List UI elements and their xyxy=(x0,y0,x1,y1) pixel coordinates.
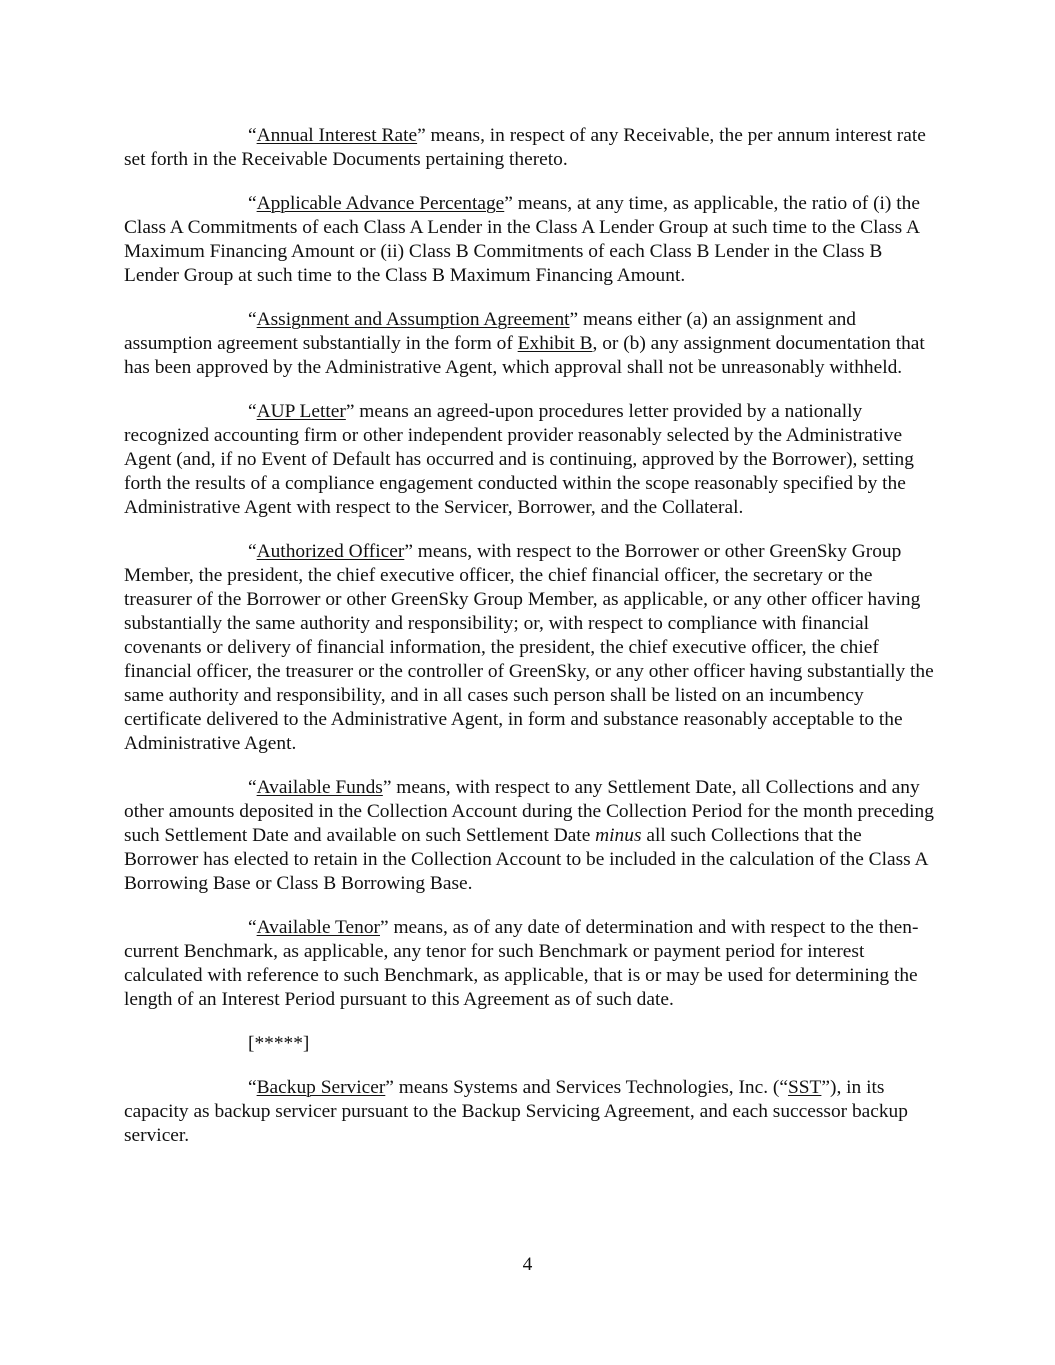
page-number: 4 xyxy=(522,1254,533,1275)
exhibit-reference: Exhibit B xyxy=(517,333,593,354)
definition-text: ” means, in respect of any Receivable, the per annum interest rate set forth in the Receivable Documents pertaining thereto. xyxy=(124,125,926,170)
abbreviation-term: SST xyxy=(787,1077,822,1098)
definition-text: , or (b) any assignment documentation that has been approved by the Administrative Agent, which approval shall not be unreasonably withheld. xyxy=(124,333,925,378)
defined-term: Available Tenor xyxy=(256,917,380,938)
definition-text: ” means an agreed-upon procedures letter provided by a nationally recognized accounting firm or other independent provider reasonably selected by the Administrative Agent (and, if no Event of Default has occurred and is continuing, approved by the Borrower), setting forth the results of a compliance engagement conducted within the scope reasonably specified by the Administrative Agent with respect to the Servicer, Borrower, and the Collateral. xyxy=(124,401,914,518)
defined-term: AUP Letter xyxy=(256,401,346,422)
defined-term: Available Funds xyxy=(256,777,383,798)
italic-word: minus xyxy=(595,825,642,846)
definition-text: ” means, at any time, as applicable, the ratio of (i) the Class A Commitments of each Class A Lender in the Class A Lender Group at such time to the Class A Maximum Financing Amount or (ii) Class B Commitments of each Class B Lender in the Class B Lender Group at such time to the Class B Maximum Financing Amount. xyxy=(124,193,920,286)
definition-text: ” means, with respect to the Borrower or other GreenSky Group Member, the president, the chief executive officer, the chief financial officer, the secretary or the treasurer of the Borrower or other GreenSky Group Member, as applicable, or any other officer having substantially the same authority and responsibility; or, with respect to compliance with financial covenants or delivery of financial information, the president, the chief executive officer, the chief financial officer, the treasurer or the controller of GreenSky, or any other officer having substantially the same authority and responsibility, and in all cases such person shall be listed on an incumbency certificate delivered to the Administrative Agent, in form and substance reasonably acceptable to the Administrative Agent. xyxy=(124,541,934,754)
definition-authorized-officer: “Authorized Officer” means, with respect to the Borrower or other GreenSky Group Member, the president, the chief executive officer, the chief financial officer, the secretary or the treasurer of the Borrower or other GreenSky Group Member, as applicable, or any other officer having substantially the same authority and responsibility; or, with respect to compliance with financial covenants or delivery of financial information, the president, the chief executive officer, the chief financial officer, the treasurer or the controller of GreenSky, or any other officer having substantially the same authority and responsibility, and in all cases such person shall be listed on an incumbency certificate delivered to the Administrative Agent, in form and substance reasonably acceptable to the Administrative Agent. xyxy=(124,541,934,754)
definition-available-funds: “Available Funds” means, with respect to any Settlement Date, all Collections and any other amounts deposited in the Collection Account during the Collection Period for the month preceding such Settlement Date and available on such Settlement Date minus all such Collections that the Borrower has elected to retain in the Collection Account to be included in the calculation of the Class A Borrowing Base or Class B Borrowing Base. xyxy=(124,777,934,894)
definition-text: ” means, with respect to any Settlement Date, all Collections and any other amounts deposited in the Collection Account during the Collection Period for the month preceding such Settlement Date and available on such Settlement Date xyxy=(124,777,934,846)
definition-text: ” means Systems and Services Technologies, Inc. (“ xyxy=(385,1077,788,1098)
definition-assignment-and-assumption-agreement: “Assignment and Assumption Agreement” means either (a) an assignment and assumption agreement substantially in the form of Exhibit B, or (b) any assignment documentation that has been approved by the Administrative Agent, which approval shall not be unreasonably withheld. xyxy=(124,309,925,378)
definition-backup-servicer: “Backup Servicer” means Systems and Services Technologies, Inc. (“SST”), in its capacity as backup servicer pursuant to the Backup Servicing Agreement, and each successor backup servicer. xyxy=(124,1077,908,1146)
definition-annual-interest-rate: “Annual Interest Rate” means, in respect of any Receivable, the per annum interest rate set forth in the Receivable Documents pertaining thereto. xyxy=(124,125,926,170)
definition-available-tenor: “Available Tenor” means, as of any date of determination and with respect to the then-current Benchmark, as applicable, any tenor for such Benchmark or payment period for interest calculated with reference to such Benchmark, as applicable, that is or may be used for determining the length of an Interest Period pursuant to this Agreement as of such date. xyxy=(124,917,919,1010)
redacted-placeholder: [*****] xyxy=(248,1033,310,1054)
defined-term: Backup Servicer xyxy=(256,1077,386,1098)
document-page xyxy=(124,124,934,1168)
defined-term: Applicable Advance Percentage xyxy=(256,193,505,214)
definition-aup-letter: “AUP Letter” means an agreed-upon procedures letter provided by a nationally recognized accounting firm or other independent provider reasonably selected by the Administrative Agent (and, if no Event of Default has occurred and is continuing, approved by the Borrower), setting forth the results of a compliance engagement conducted within the scope reasonably specified by the Administrative Agent with respect to the Servicer, Borrower, and the Collateral. xyxy=(124,401,914,518)
defined-term: Assignment and Assumption Agreement xyxy=(256,309,570,330)
definition-text: all such Collections that the Borrower has elected to retain in the Collection Account to be included in the calculation of the Class A Borrowing Base or Class B Borrowing Base. xyxy=(124,825,928,894)
defined-term: Authorized Officer xyxy=(256,541,405,562)
definition-text: ”), in its capacity as backup servicer pursuant to the Backup Servicing Agreement, and each successor backup servicer. xyxy=(124,1077,908,1146)
definition-text: ” means either (a) an assignment and assumption agreement substantially in the form of xyxy=(124,309,856,354)
definition-applicable-advance-percentage: “Applicable Advance Percentage” means, at any time, as applicable, the ratio of (i) the Class A Commitments of each Class A Lender in the Class A Lender Group at such time to the Class A Maximum Financing Amount or (ii) Class B Commitments of each Class B Lender in the Class B Lender Group at such time to the Class B Maximum Financing Amount. xyxy=(124,193,920,286)
defined-term: Annual Interest Rate xyxy=(256,125,418,146)
definition-text: ” means, as of any date of determination and with respect to the then-current Benchmark, as applicable, any tenor for such Benchmark or payment period for interest calculated with reference to such Benchmark, as applicable, that is or may be used for determining the length of an Interest Period pursuant to this Agreement as of such date. xyxy=(124,917,919,1010)
